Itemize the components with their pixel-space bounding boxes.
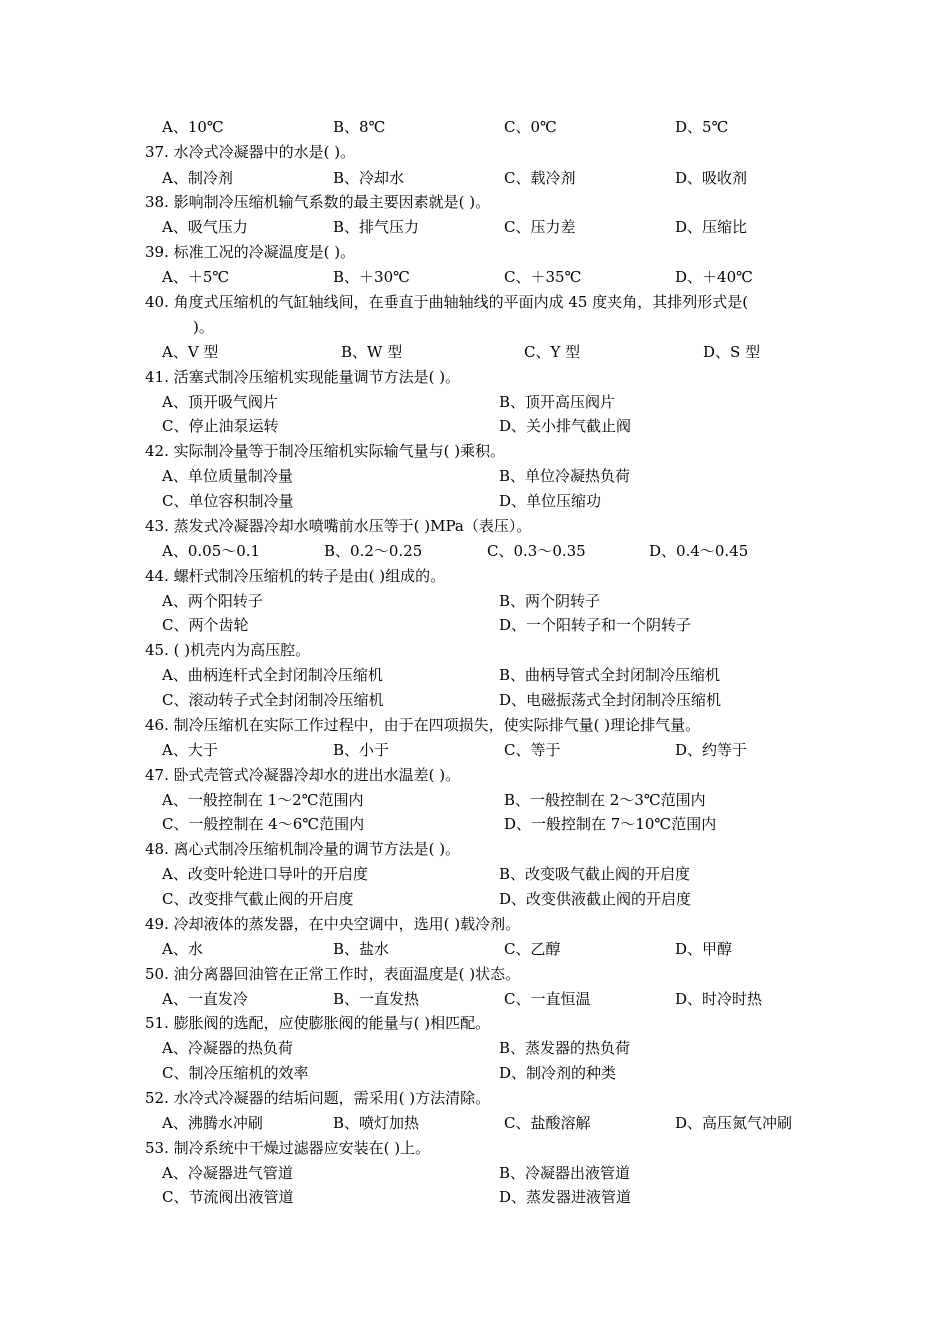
- answer-option: D、5℃: [675, 118, 729, 136]
- answer-option: C、节流阀出液管道: [162, 1188, 294, 1206]
- answer-option: D、S 型: [703, 343, 761, 361]
- answer-option: D、电磁振荡式全封闭制冷压缩机: [499, 691, 722, 709]
- answer-option: C、改变排气截止阀的开启度: [162, 890, 354, 908]
- option-row: [0, 390, 950, 414]
- question-text: 53. 制冷系统中干燥过滤器应安装在( )上。: [145, 1139, 431, 1157]
- option-row: [0, 937, 950, 961]
- answer-option: D、改变供液截止阀的开启度: [499, 890, 692, 908]
- question-line: [0, 1011, 950, 1035]
- answer-option: D、时冷时热: [675, 990, 763, 1008]
- question-line: [0, 1086, 950, 1110]
- option-row: [0, 987, 950, 1011]
- answer-option: D、0.4～0.45: [649, 542, 749, 560]
- question-line: [0, 439, 950, 463]
- question-line: [0, 962, 950, 986]
- option-row: [0, 340, 950, 364]
- answer-option: B、改变吸气截止阀的开启度: [499, 865, 691, 883]
- option-row: [0, 613, 950, 637]
- option-row: [0, 489, 950, 513]
- answer-option: B、曲柄导管式全封闭制冷压缩机: [499, 666, 721, 684]
- question-text: 45. ( )机壳内为高压腔。: [145, 641, 311, 659]
- answer-option: A、一般控制在 1～2℃范围内: [162, 791, 364, 809]
- option-row: [0, 862, 950, 886]
- answer-option: B、一直发热: [333, 990, 420, 1008]
- answer-option: B、单位冷凝热负荷: [499, 467, 631, 485]
- answer-option: C、盐酸溶解: [504, 1114, 591, 1132]
- option-row: [0, 1185, 950, 1209]
- answer-option: A、两个阳转子: [162, 592, 263, 610]
- option-row: [0, 788, 950, 812]
- answer-option: C、0℃: [504, 118, 557, 136]
- answer-option: C、Y 型: [524, 343, 581, 361]
- question-line: [0, 190, 950, 214]
- answer-option: A、V 型: [162, 343, 219, 361]
- answer-option: A、一直发冷: [162, 990, 248, 1008]
- answer-option: B、顶开高压阀片: [499, 393, 616, 411]
- question-line: [0, 638, 950, 662]
- question-text: 46. 制冷压缩机在实际工作过程中，由于在四项损失，使实际排气量( )理论排气量。: [145, 716, 701, 734]
- question-line: [0, 140, 950, 164]
- answer-option: C、等于: [504, 741, 561, 759]
- option-row: [0, 1036, 950, 1060]
- answer-option: A、冷凝器的热负荷: [162, 1039, 293, 1057]
- answer-option: C、滚动转子式全封闭制冷压缩机: [162, 691, 384, 709]
- option-row: [0, 663, 950, 687]
- option-row: [0, 215, 950, 239]
- question-text: 43. 蒸发式冷凝器冷却水喷嘴前水压等于( )MPa（表压）。: [145, 517, 532, 535]
- question-text: 38. 影响制冷压缩机输气系数的最主要因素就是( )。: [145, 193, 491, 211]
- question-text: 37. 水冷式冷凝器中的水是( )。: [145, 143, 356, 161]
- answer-option: D、约等于: [675, 741, 748, 759]
- answer-option: B、0.2～0.25: [324, 542, 423, 560]
- answer-option: D、吸收剂: [675, 169, 748, 187]
- answer-option: D、制冷剂的种类: [499, 1064, 617, 1082]
- option-row: [0, 887, 950, 911]
- question-continuation: [0, 315, 950, 339]
- question-text: 51. 膨胀阀的选配，应使膨胀阀的能量与( )相匹配。: [145, 1014, 491, 1032]
- question-text: 47. 卧式壳管式冷凝器冷却水的进出水温差( )。: [145, 766, 461, 784]
- question-line: [0, 713, 950, 737]
- question-line: [0, 763, 950, 787]
- answer-option: A、0.05～0.1: [162, 542, 261, 560]
- answer-option: D、单位压缩功: [499, 492, 602, 510]
- question-text: 48. 离心式制冷压缩机制冷量的调节方法是( )。: [145, 840, 461, 858]
- answer-option: D、甲醇: [675, 940, 733, 958]
- option-row: [0, 539, 950, 563]
- question-line: [0, 514, 950, 538]
- answer-option: D、关小排气截止阀: [499, 417, 632, 435]
- option-row: [0, 1061, 950, 1085]
- answer-option: D、一个阳转子和一个阴转子: [499, 616, 692, 634]
- answer-option: B、盐水: [333, 940, 390, 958]
- question-text: 44. 螺杆式制冷压缩机的转子是由( )组成的。: [145, 567, 446, 585]
- answer-option: A、冷凝器进气管道: [162, 1164, 293, 1182]
- answer-option: D、一般控制在 7～10℃范围内: [504, 815, 717, 833]
- question-text: 52. 水冷式冷凝器的结垢问题，需采用( )方法清除。: [145, 1089, 491, 1107]
- answer-option: B、W 型: [341, 343, 403, 361]
- answer-option: A、单位质量制冷量: [162, 467, 293, 485]
- question-text: 49. 冷却液体的蒸发器，在中央空调中，选用( )载冷剂。: [145, 915, 521, 933]
- answer-option: B、喷灯加热: [333, 1114, 420, 1132]
- answer-option: A、制冷剂: [162, 169, 233, 187]
- question-line: [0, 1136, 950, 1160]
- answer-option: B、排气压力: [333, 218, 420, 236]
- option-row: [0, 464, 950, 488]
- answer-option: B、蒸发器的热负荷: [499, 1039, 631, 1057]
- answer-option: A、沸腾水冲刷: [162, 1114, 263, 1132]
- question-text: )。: [193, 318, 214, 336]
- answer-option: C、单位容积制冷量: [162, 492, 294, 510]
- answer-option: A、顶开吸气阀片: [162, 393, 278, 411]
- question-text: 50. 油分离器回油管在正常工作时，表面温度是( )状态。: [145, 965, 521, 983]
- question-text: 39. 标准工况的冷凝温度是( )。: [145, 243, 356, 261]
- option-row: [0, 688, 950, 712]
- answer-option: C、制冷压缩机的效率: [162, 1064, 309, 1082]
- answer-option: C、0.3～0.35: [487, 542, 586, 560]
- answer-option: B、一般控制在 2～3℃范围内: [504, 791, 706, 809]
- option-row: [0, 589, 950, 613]
- answer-option: B、＋30℃: [333, 268, 410, 286]
- answer-option: A、＋5℃: [162, 268, 230, 286]
- question-line: [0, 564, 950, 588]
- answer-option: C、停止油泵运转: [162, 417, 279, 435]
- answer-option: B、冷凝器出液管道: [499, 1164, 631, 1182]
- answer-option: B、8℃: [333, 118, 386, 136]
- answer-option: D、＋40℃: [675, 268, 753, 286]
- option-row: [0, 738, 950, 762]
- answer-option: B、两个阴转子: [499, 592, 601, 610]
- answer-option: D、高压氮气冲刷: [675, 1114, 793, 1132]
- answer-option: C、两个齿轮: [162, 616, 249, 634]
- option-row: [0, 1111, 950, 1135]
- answer-option: A、大于: [162, 741, 218, 759]
- answer-option: A、改变叶轮进口导叶的开启度: [162, 865, 368, 883]
- answer-option: A、水: [162, 940, 203, 958]
- option-row: [0, 265, 950, 289]
- question-text: 40. 角度式压缩机的气缸轴线间，在垂直于曲轴轴线的平面内成 45 度夹角，其排列形式是(: [145, 293, 749, 311]
- option-row: [0, 812, 950, 836]
- question-line: [0, 912, 950, 936]
- answer-option: C、＋35℃: [504, 268, 582, 286]
- answer-option: B、冷却水: [333, 169, 405, 187]
- answer-option: C、乙醇: [504, 940, 561, 958]
- question-line: [0, 240, 950, 264]
- answer-option: A、吸气压力: [162, 218, 248, 236]
- option-row: [0, 414, 950, 438]
- answer-option: D、蒸发器进液管道: [499, 1188, 632, 1206]
- answer-option: A、曲柄连杆式全封闭制冷压缩机: [162, 666, 383, 684]
- answer-option: C、一般控制在 4～6℃范围内: [162, 815, 365, 833]
- answer-option: D、压缩比: [675, 218, 748, 236]
- answer-option: C、一直恒温: [504, 990, 591, 1008]
- question-line: [0, 365, 950, 389]
- answer-option: C、载冷剂: [504, 169, 576, 187]
- option-row: [0, 115, 950, 139]
- question-line: [0, 290, 950, 314]
- answer-option: C、压力差: [504, 218, 576, 236]
- question-line: [0, 837, 950, 861]
- answer-option: A、10℃: [162, 118, 224, 136]
- option-row: [0, 166, 950, 190]
- option-row: [0, 1161, 950, 1185]
- question-text: 42. 实际制冷量等于制冷压缩机实际输气量与( )乘积。: [145, 442, 506, 460]
- answer-option: B、小于: [333, 741, 390, 759]
- question-text: 41. 活塞式制冷压缩机实现能量调节方法是( )。: [145, 368, 461, 386]
